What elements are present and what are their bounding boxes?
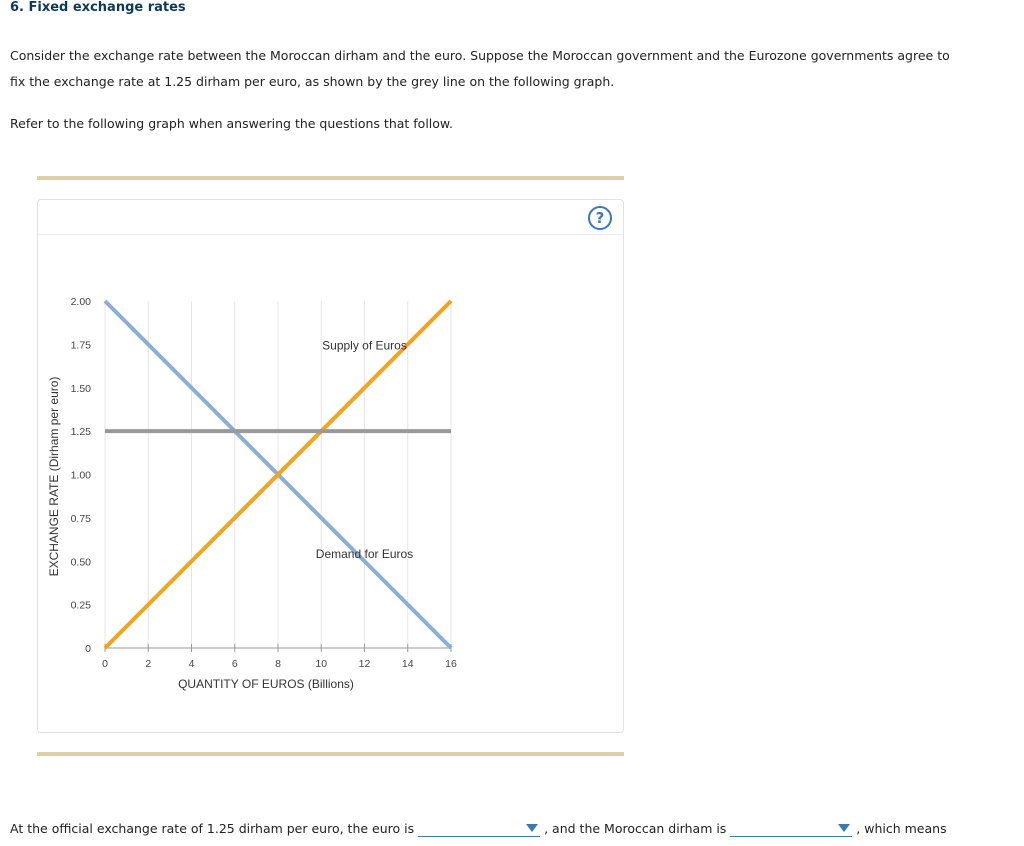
y-axis-title: EXCHANGE RATE (Dirham per euro) (47, 376, 61, 577)
x-tick-label: 0 (102, 658, 108, 670)
bottom-divider (37, 752, 624, 756)
x-tick-label: 16 (445, 658, 457, 670)
y-tick-label: 0.25 (70, 599, 91, 612)
y-tick-label: 0.50 (70, 556, 91, 569)
top-divider (37, 176, 624, 180)
chevron-down-icon (838, 824, 850, 832)
x-tick-label: 8 (275, 658, 281, 670)
x-tick-label: 4 (188, 658, 195, 670)
x-tick-label: 6 (231, 658, 238, 670)
refer-instruction: Refer to the following graph when answering the questions that follow. (10, 116, 453, 131)
x-tick-label: 10 (315, 658, 328, 670)
y-tick-label: 1.75 (70, 339, 91, 352)
x-axis-title: QUANTITY OF EUROS (Billions) (178, 677, 354, 691)
sentence-part-2: , and the Moroccan dirham is (544, 821, 727, 836)
y-tick-label: 1.00 (70, 469, 91, 482)
y-tick-label: 1.50 (70, 382, 91, 395)
question-title: 6. Fixed exchange rates (10, 0, 186, 15)
sentence-part-3: , which means (856, 821, 947, 836)
x-tick-label: 14 (401, 658, 414, 670)
x-tick-label: 2 (145, 658, 152, 670)
exchange-rate-chart (38, 200, 623, 732)
supply-curve-label: Supply of Euros (322, 338, 407, 353)
help-icon[interactable]: ? (588, 206, 612, 230)
euro-status-dropdown[interactable] (418, 820, 540, 837)
y-tick-label: 2.00 (70, 296, 91, 308)
x-tick-label: 12 (358, 658, 371, 670)
intro-line-1: Consider the exchange rate between the Moroccan dirham and the euro. Suppose the Moroccan government and the Eurozone governments agree to (10, 48, 950, 63)
chevron-down-icon (526, 824, 538, 832)
y-tick-label: 0.75 (70, 512, 91, 525)
y-tick-label: 0 (85, 643, 91, 655)
sentence-part-1: At the official exchange rate of 1.25 dirham per euro, the euro is (10, 821, 415, 836)
y-tick-label: 1.25 (70, 426, 91, 439)
question-intro (10, 43, 1005, 95)
graph-panel (37, 199, 624, 733)
answer-sentence (10, 820, 1020, 837)
intro-line-2: fix the exchange rate at 1.25 dirham per euro, as shown by the grey line on the following graph. (10, 74, 615, 89)
demand-curve-label: Demand for Euros (315, 546, 414, 561)
dirham-status-dropdown[interactable] (730, 820, 852, 837)
